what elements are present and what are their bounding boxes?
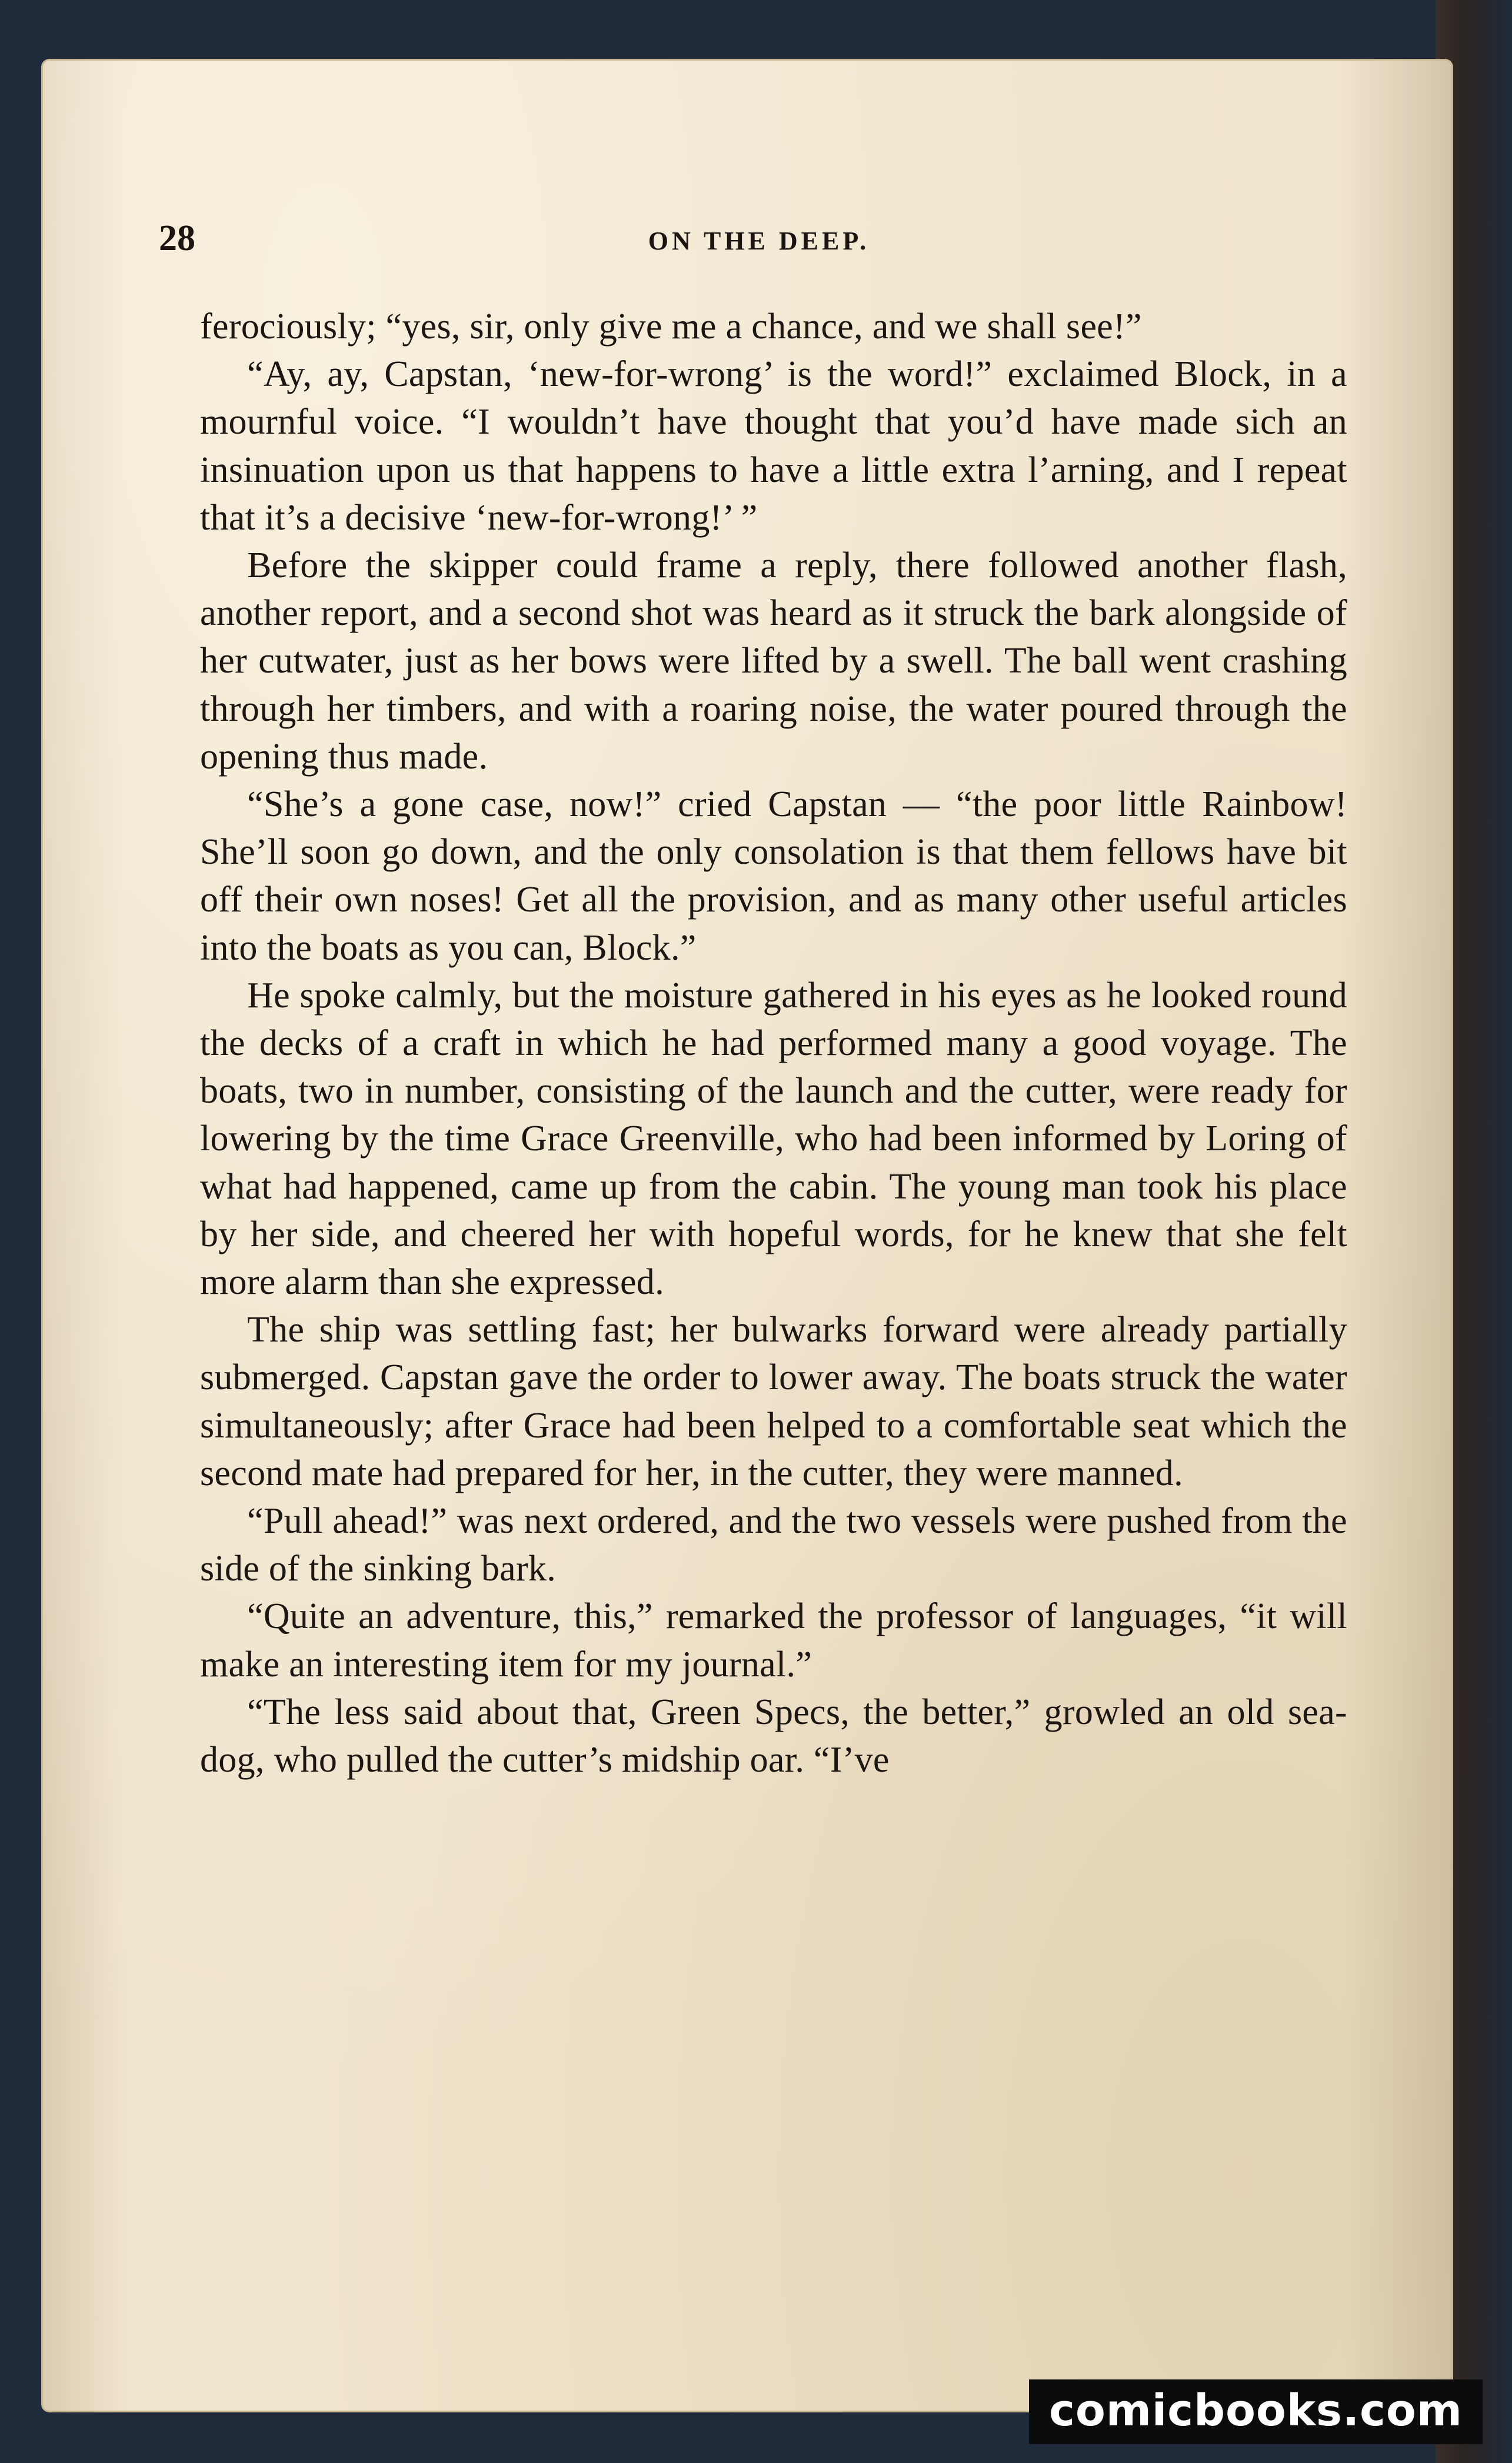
paragraph: Before the skipper could frame a reply, there followed another flash, another report, and a second shot was heard as it struck the bark alongside of her cutwater, just as her bows were lifted by a swell. The ball went crashing through her timbers, and with a roaring noise, the water poured through the opening thus made.: [200, 545, 1347, 777]
paragraph: “Quite an adventure, this,” remarked the professor of languages, “it will make an interesting item for my journal.”: [200, 1596, 1347, 1685]
watermark: comicbooks.com: [1029, 2379, 1483, 2444]
book-edge-top: [0, 0, 1512, 56]
page-header: [159, 218, 1359, 265]
paragraph: “The less said about that, Green Specs, the better,” growled an old sea-dog, who pulled the cutter’s midship oar. “I’ve: [200, 1692, 1347, 1780]
paragraph: “Ay, ay, Capstan, ‘new-for-wrong’ is the word!” exclaimed Block, in a mournful voice. “I wouldn’t have thought that you’d have made sich an insinuation upon us that happens to have a little extra l’arning, and I repeat that it’s a decisive ‘new-for-wrong!’ ”: [200, 354, 1347, 538]
page-number: 28: [159, 218, 195, 258]
running-title: ON THE DEEP.: [648, 227, 870, 255]
paragraph: “She’s a gone case, now!” cried Capstan — “the poor little Rainbow! She’ll soon go down, and the only consolation is that them fellows have bit off their own noses! Get all the provision, and as many other useful articles into the boats as you can, Block.”: [200, 784, 1347, 968]
paragraph: ferociously; “yes, sir, only give me a chance, and we shall see!”: [200, 307, 1142, 347]
paragraph: The ship was settling fast; her bulwarks forward were already partially submerged. Capstan gave the order to lower away. The boats struck the water simultaneously; after Grace had been helped to a comfortable seat which the second mate had prepared for her, in the cutter, they were manned.: [200, 1310, 1347, 1493]
paragraph: “Pull ahead!” was next ordered, and the two vessels were pushed from the side of the sinking bark.: [200, 1501, 1347, 1589]
body-text: [200, 303, 1347, 1784]
paragraph: He spoke calmly, but the moisture gathered in his eyes as he looked round the decks of a craft in which he had performed many a good voyage. The boats, two in number, consisting of the launch and the cutter, were ready for lowering by the time Grace Greenville, who had been informed by Loring of what had happened, came up from the cabin. The young man took his place by her side, and cheered her with hopeful words, for he knew that she felt more alarm than she expressed.: [200, 975, 1347, 1303]
